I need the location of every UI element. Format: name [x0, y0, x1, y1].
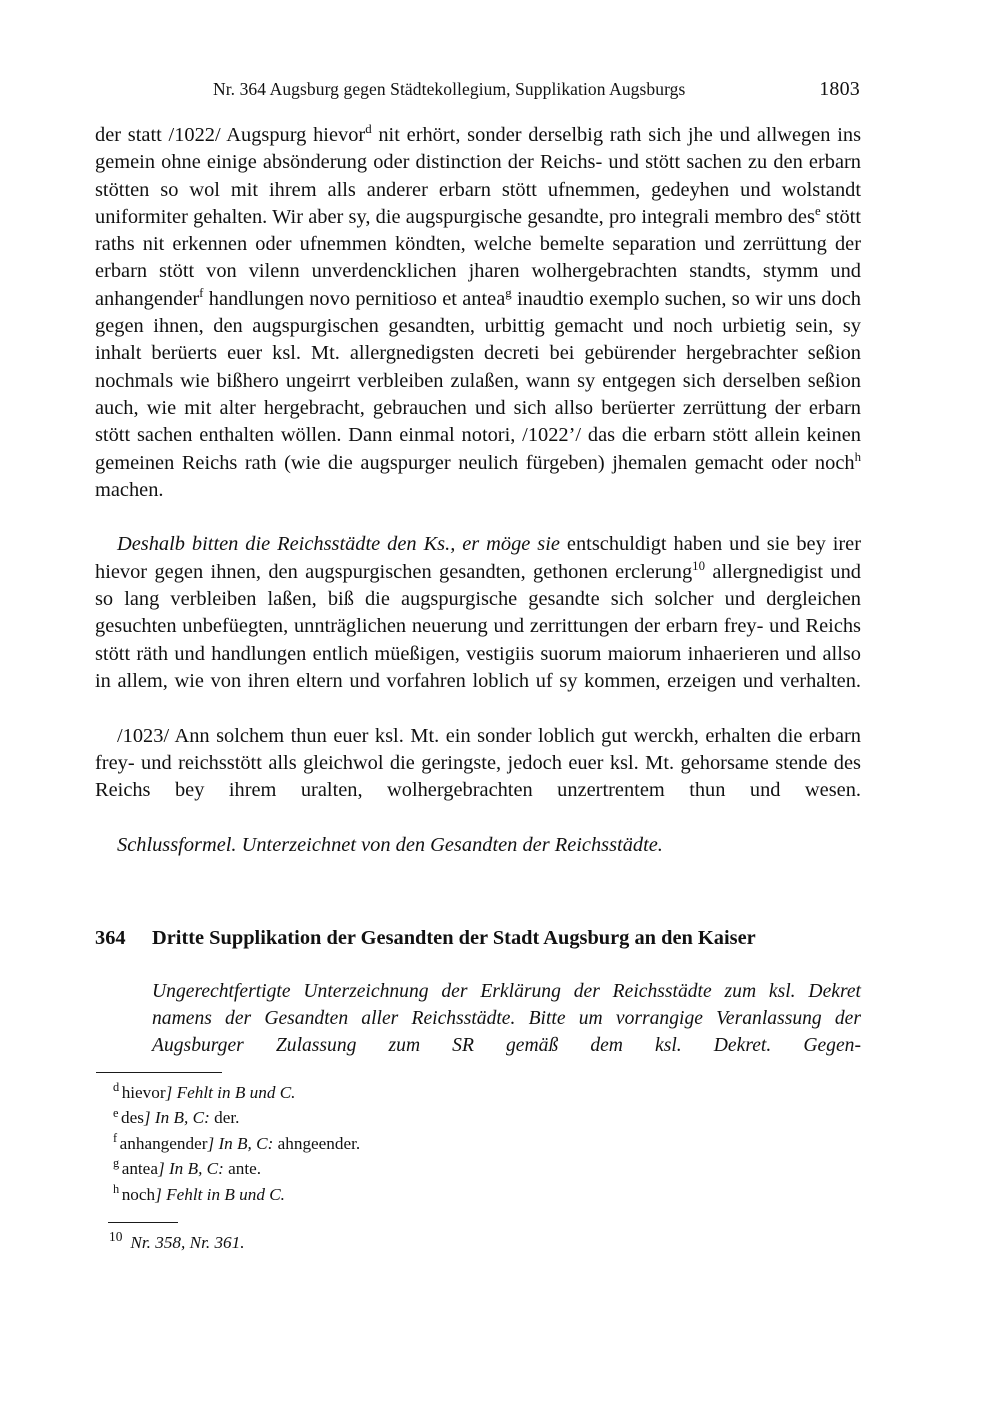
- apparatus-lemma: antea: [121, 1159, 158, 1179]
- apparatus-reading: der.: [209, 1108, 240, 1128]
- apparatus-entry-d: [95, 1080, 861, 1105]
- apparatus-siglum: h: [113, 1181, 120, 1196]
- apparatus-rule: [96, 1072, 222, 1073]
- apparatus-entry-e: [95, 1105, 861, 1130]
- paragraph-1-segment-2: nit erhört, sonder derselbig rath sich jhe und allwegen ins gemein ohne einige absönderung oder distinction der Reichs- und stött sachen zu den erbarn stötten so wol mit ihrem alls anderer erbarn stött ufnemmen, gedeyhen und wolstandt uniformiter gehalten. Wir aber sy, die augspurgische gesandte, pro integrali membro des: [95, 124, 862, 228]
- apparatus-bracket: ]: [207, 1133, 215, 1153]
- footnote-text: Nr. 358, Nr. 361.: [130, 1233, 245, 1252]
- regest-summary: [152, 978, 861, 1087]
- apparatus-entry-f: [95, 1131, 861, 1156]
- apparatus-siglum: g: [113, 1156, 120, 1171]
- apparatus-comment: Fehlt in B und C.: [161, 1184, 285, 1204]
- apparatus-bracket: ]: [157, 1159, 165, 1179]
- main-text-block: [95, 122, 861, 859]
- footnote-marker-g[interactable]: g: [505, 285, 512, 300]
- paragraph-1-segment-1: der statt /1022/ Augspurg hievor: [95, 124, 366, 146]
- apparatus-bracket: ]: [165, 1083, 173, 1102]
- paragraph-1-segment-5: inaudtio exemplo suchen, so wir uns doch gegen ihnen, den augspurgischen gesandten, urbittig gemacht und noch urbietig sein, sy inhalt berüerts euer ksl. Mt. allergnedigsten decreti bei gebürender hergebrachter seßion nochmals wie bißhero ungeirrt verbleiben zulaßen, wann sy entgegen sich derselben seßion auch, wie mit alter hergebracht, gebrauchen und sich allso berüerter zerrüttung der erbarn stött sachen enthalten wöllen. Dann einmal notori, /1022’/ das die erbarn stött allein keinen gemeinen Reichs rath (wie die augspurger neulich fürgeben) jhemalen gemacht oder noch: [95, 287, 862, 474]
- paragraph-2-italic-lead: Deshalb bitten die Reichsstädte den Ks., er möge sie: [117, 533, 560, 556]
- body-paragraph-2: [95, 531, 861, 722]
- apparatus-lemma: noch: [121, 1184, 156, 1204]
- apparatus-comment: In B, C:: [214, 1133, 274, 1153]
- section-title: Dritte Supplikation der Gesandten der Stadt Augsburg an den Kaiser: [152, 927, 756, 949]
- paragraph-1-segment-6: machen.: [95, 478, 164, 501]
- apparatus-siglum: d: [113, 1080, 120, 1095]
- paragraph-2-segment-2: allergnedigist und so lang verbleiben laßen, biß die augspurgische gesandte sich solcher und dergleichen gesuchten unbefüegten, unnträglichen neuerung und zerrittungen der erbarn frey- und Reichs stött räth und handlungen entlich müeßigen, vestigiis suorum maiorum inhaerieren und allso in allem, wie von ihren eltern und vorfahren loblich uf sy kommen, erzeigen und verhalten.: [95, 560, 861, 692]
- footnote-marker-e[interactable]: e: [814, 204, 821, 219]
- footnote-marker-d[interactable]: d: [365, 122, 372, 137]
- section-heading: [95, 925, 861, 951]
- paragraph-1-segment-4: handlungen novo pernitioso et antea: [203, 287, 506, 310]
- apparatus-siglum: f: [113, 1131, 118, 1146]
- footnote-area: [95, 1222, 861, 1255]
- critical-apparatus: [95, 1072, 861, 1207]
- footnote-entry-10: [95, 1230, 861, 1255]
- body-paragraph-1: [95, 122, 861, 531]
- regest-text: Ungerechtfertigte Unterzeichnung der Erklärung der Reichsstädte zum ksl. Dekret namens der Gesandten aller Reichsstädte. Bitte um vorrangige Veranlassung der Augsburger Zulassung zum SR gemäß dem ksl. Dekret. Gegen-: [152, 981, 861, 1057]
- section-number: 364: [95, 927, 126, 949]
- body-paragraph-4-closing-formula: [95, 832, 861, 859]
- apparatus-comment: In B, C:: [164, 1159, 224, 1179]
- paragraph-1-segment-3: stött raths nit erkennen oder ufnemmen köndten, welche bemelte separation und zerrüttung der erbarn stött von vilenn unverdencklichen jharen wolhergebrachten standts, stymm und anhangender: [95, 205, 861, 310]
- apparatus-lemma: hievor: [121, 1083, 166, 1102]
- apparatus-bracket: ]: [155, 1184, 162, 1204]
- footnote-number: 10: [109, 1229, 123, 1245]
- apparatus-lemma: anhangender: [119, 1133, 208, 1153]
- apparatus-entry-g: [95, 1156, 861, 1181]
- footnote-marker-10[interactable]: 10: [692, 558, 706, 573]
- footnote-list: [95, 1230, 861, 1255]
- footnote-marker-f[interactable]: f: [199, 285, 204, 300]
- apparatus-entry-h: [95, 1182, 861, 1207]
- paragraph-2-segment-1: entschuldigt haben und sie bey irer hievor gegen ihnen, den augspurgischen gesandten, gethonen erclerung: [95, 533, 862, 583]
- apparatus-comment: In B, C:: [150, 1108, 210, 1128]
- apparatus-list: [95, 1080, 861, 1207]
- footnote-rule: [108, 1222, 178, 1223]
- apparatus-lemma: des: [121, 1108, 144, 1128]
- page-number: 1803: [819, 78, 860, 100]
- body-paragraph-3: [95, 723, 861, 832]
- running-head-title: Nr. 364 Augsburg gegen Städtekollegium, Supplikation Augsburgs: [213, 79, 686, 99]
- apparatus-reading: ante.: [223, 1159, 262, 1179]
- running-head: [95, 78, 860, 104]
- apparatus-siglum: e: [113, 1105, 119, 1120]
- paragraph-3-text: /1023/ Ann solchem thun euer ksl. Mt. ein sonder loblich gut werckh, erhalten die erbarn frey- und reichsstött alls gleichwol die geringste, jedoch euer ksl. Mt. gehorsame stende des Reichs bey ihrem uralten, wolhergebrachten unzertrentem thun und wesen.: [95, 724, 861, 802]
- apparatus-reading: ahngeender.: [273, 1133, 361, 1153]
- footnote-marker-h[interactable]: h: [854, 449, 861, 464]
- apparatus-bracket: ]: [143, 1108, 151, 1128]
- apparatus-comment: Fehlt in B und C.: [172, 1083, 296, 1102]
- closing-formula-text: Schlussformel. Unterzeichnet von den Gesandten der Reichsstädte.: [117, 833, 663, 856]
